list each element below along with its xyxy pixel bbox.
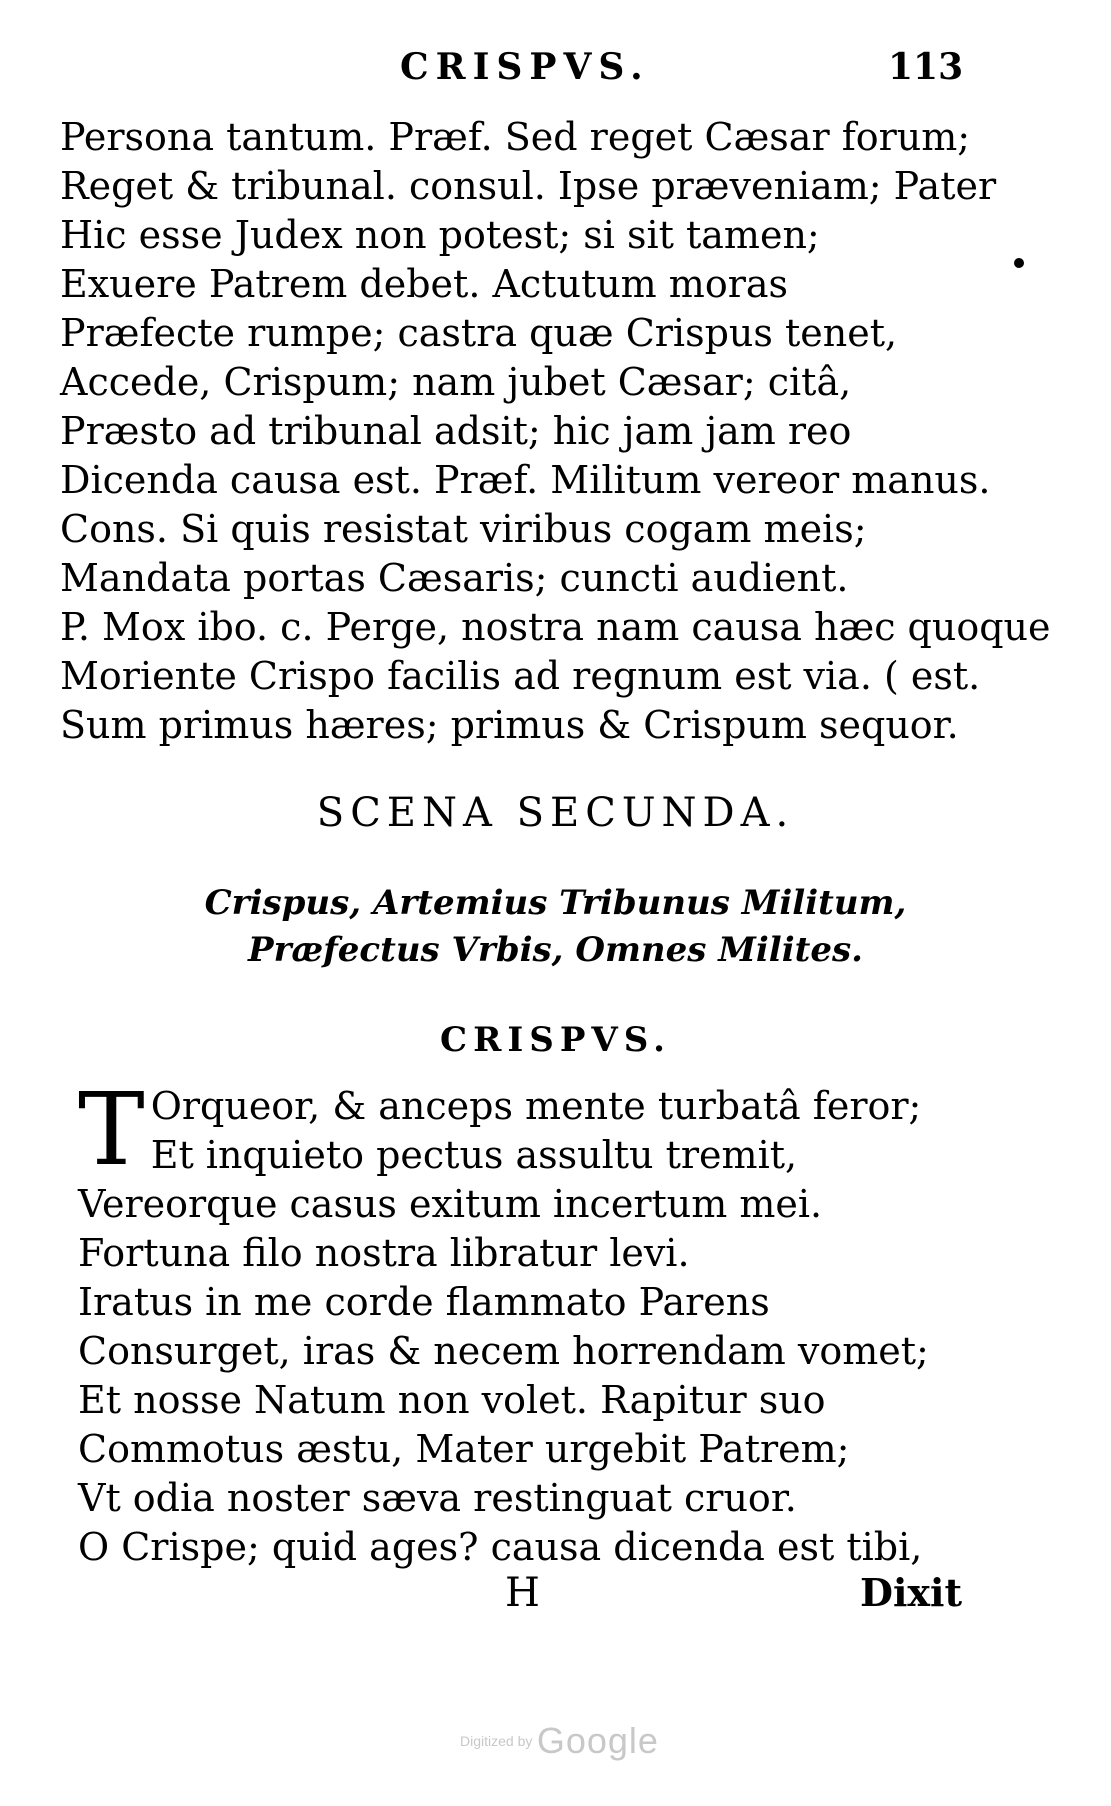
- verse-line: Iratus in me corde flammato Parens: [78, 1280, 770, 1324]
- drop-cap: T: [78, 1071, 145, 1188]
- verse-line: Commotus æstu, Mater urgebit Patrem;: [78, 1427, 850, 1471]
- ink-speck: [1014, 258, 1024, 268]
- verse-line: Et inquieto pectus assultu tremit,: [150, 1133, 798, 1177]
- cast-list-line: Crispus, Artemius Tribunus Militum,: [204, 883, 907, 923]
- verse-line: Præsto ad tribunal adsit; hic jam jam reo: [60, 409, 852, 453]
- verse-line: Mandata portas Cæsaris; cuncti audient.: [60, 556, 849, 600]
- verse-line: Exuere Patrem debet. Actutum moras: [60, 262, 789, 306]
- verse-line: O Crispe; quid ages? causa dicenda est tibi,: [78, 1525, 923, 1569]
- verse-line: P. Mox ibo. c. Perge, nostra nam causa hæc quoque: [60, 605, 1051, 649]
- verse-block-2: [78, 1071, 1038, 1572]
- catchword: Dixit: [860, 1570, 963, 1615]
- verse-line: Orqueor, & anceps mente turbatâ feror;: [150, 1084, 922, 1128]
- verse-block-1: [60, 113, 1051, 750]
- verse-line: Vereorque casus exitum incertum mei.: [78, 1182, 823, 1226]
- verse-line: Dicenda causa est. Præf. Militum vereor manus.: [60, 458, 991, 502]
- scene-title: SCENA SECUNDA.: [316, 790, 795, 836]
- verse-line: Reget & tribunal. consul. Ipse præveniam; Pater: [60, 164, 997, 208]
- digitized-prefix: Digitized by: [460, 1733, 533, 1749]
- digitized-brand: Google: [536, 1720, 659, 1761]
- verse-line: Accede, Crispum; nam jubet Cæsar; citâ,: [60, 360, 852, 404]
- verse-line: Moriente Crispo facilis ad regnum est via. ( est.: [60, 654, 981, 698]
- verse-line: Fortuna filo nostra libratur levi.: [78, 1231, 690, 1275]
- verse-line: Præfecte rumpe; castra quæ Crispus tenet,: [60, 311, 898, 355]
- verse-line: Et nosse Natum non volet. Rapitur suo: [78, 1378, 826, 1422]
- verse-line: Consurget, iras & necem horrendam vomet;: [78, 1329, 929, 1373]
- digitized-watermark: [460, 1720, 659, 1762]
- cast-list-line: Præfectus Vrbis, Omnes Milites.: [248, 930, 863, 970]
- verse-line: Vt odia noster sæva restinguat cruor.: [78, 1476, 797, 1520]
- verse-line: Hic esse Judex non potest; si sit tamen;: [60, 213, 820, 257]
- signature-mark: H: [505, 1570, 540, 1616]
- speaker-heading: CRISPVS.: [440, 1020, 671, 1060]
- running-head: CRISPVS.: [400, 46, 650, 88]
- verse-line: Persona tantum. Præf. Sed reget Cæsar forum;: [60, 115, 971, 159]
- verse-line: Sum primus hæres; primus & Crispum sequor.: [60, 703, 959, 747]
- page-number: 113: [888, 46, 964, 88]
- verse-line: Cons. Si quis resistat viribus cogam meis;: [60, 507, 867, 551]
